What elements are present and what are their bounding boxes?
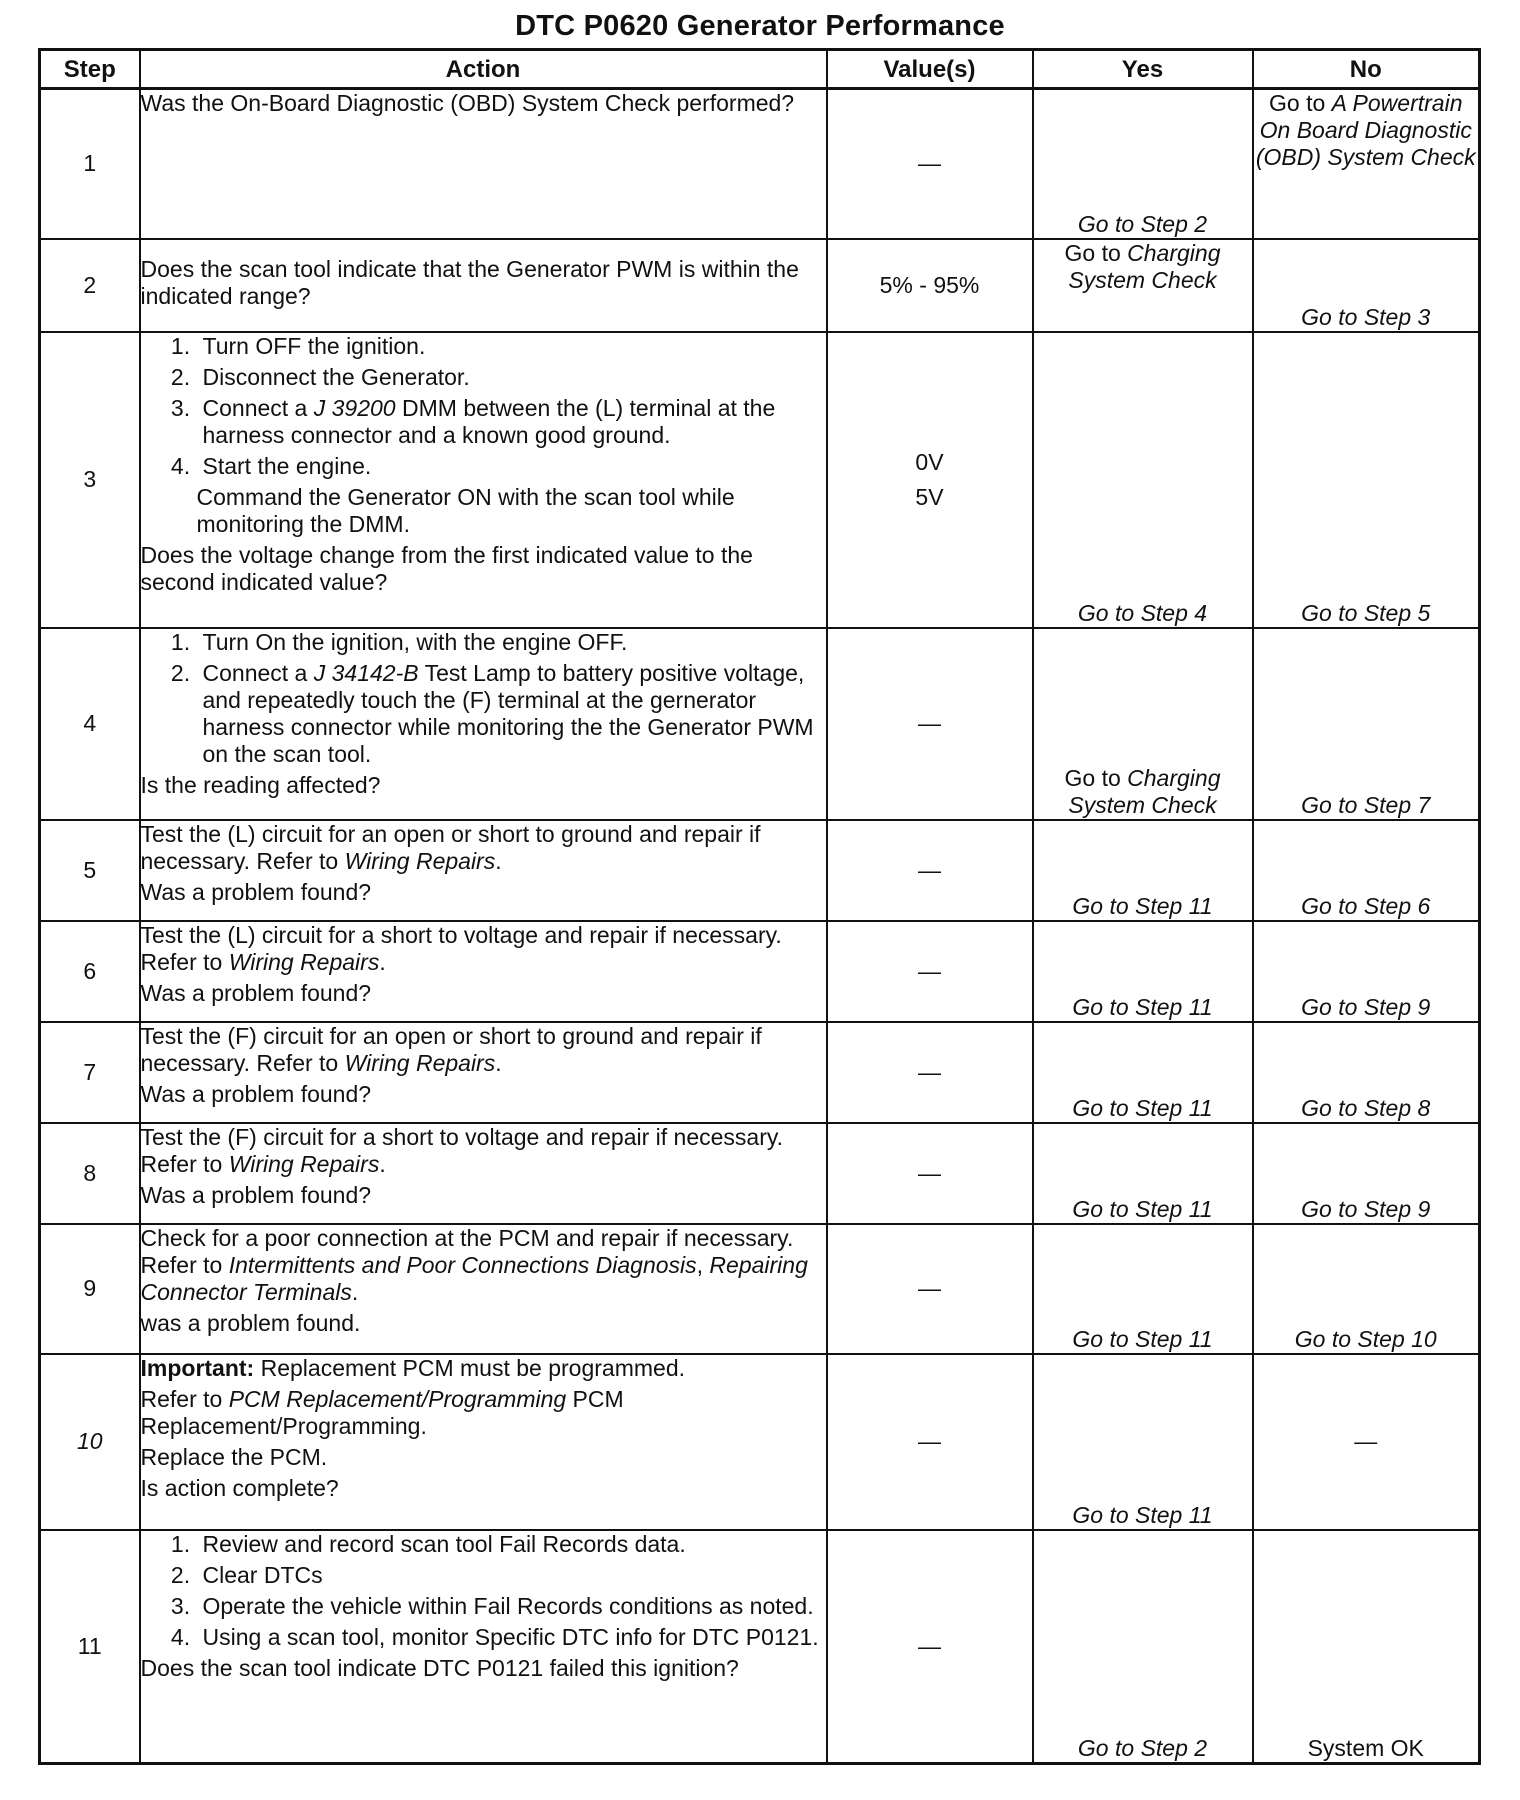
yes-cell[interactable] (1033, 1530, 1253, 1764)
value-cell: — (827, 1123, 1033, 1224)
yes-cell[interactable] (1033, 239, 1253, 332)
action-question: Is action complete? (140, 1474, 339, 1501)
step-number: 5 (40, 820, 140, 921)
reference-link[interactable]: Wiring Repairs (344, 847, 496, 874)
step-number: 9 (40, 1224, 140, 1354)
value-cell: — (827, 1354, 1033, 1530)
goto-link[interactable]: Go to Step 2 (1077, 210, 1208, 237)
action-cell (140, 1022, 827, 1123)
no-cell[interactable] (1253, 1022, 1480, 1123)
no-cell[interactable] (1253, 239, 1480, 332)
item-text: Connect a (202, 659, 314, 686)
header-yes: Yes (1033, 50, 1253, 89)
table-row (40, 1224, 1480, 1354)
header-action: Action (140, 50, 827, 89)
goto-prefix: Go to (1269, 90, 1332, 116)
list-item: 1. Turn OFF the ignition. (197, 333, 826, 360)
action-text-part: Test the (L) circuit for an open or short to ground and repair if necessary. Refer to (140, 820, 761, 874)
action-text (141, 1386, 826, 1440)
action-text-part: . (351, 1278, 359, 1305)
goto-link[interactable]: Charging System Check (1068, 239, 1221, 293)
reference-link[interactable]: PCM Replacement/Programming (228, 1385, 567, 1412)
action-cell (140, 1530, 827, 1764)
action-text (141, 1225, 826, 1306)
goto-link[interactable]: Go to Step 11 (1072, 1501, 1213, 1528)
action-text (141, 922, 826, 976)
goto-link[interactable]: Charging System Check (1068, 764, 1221, 818)
header-no: No (1253, 50, 1480, 89)
action-text-part: Test the (F) circuit for a short to voltage and repair if necessary. Refer to (140, 1123, 784, 1177)
no-cell[interactable] (1253, 1123, 1480, 1224)
action-text-part: . (495, 1049, 502, 1076)
goto-link[interactable]: A Powertrain On Board Diagnostic (OBD) System Check (1255, 90, 1476, 170)
yes-cell[interactable] (1033, 628, 1253, 820)
value-cell: — (827, 628, 1033, 820)
important-note (141, 1355, 826, 1382)
step-number: 3 (40, 332, 140, 628)
list-item (197, 395, 826, 449)
action-cell (140, 820, 827, 921)
list-item: 1. Turn On the ignition, with the engine OFF. (197, 629, 826, 656)
value-cell: 5% - 95% (827, 239, 1033, 332)
goto-link[interactable]: Go to Step 3 (1301, 303, 1431, 330)
goto-link[interactable]: Go to Step 5 (1301, 599, 1431, 626)
value-cell: — (827, 1022, 1033, 1123)
goto-link[interactable]: Go to Step 4 (1077, 599, 1208, 626)
action-cell (140, 921, 827, 1022)
reference-link[interactable]: Wiring Repairs (228, 1150, 380, 1177)
action-cell (140, 628, 827, 820)
tool-name: J 39200 (313, 394, 396, 421)
action-text-part: Refer to (140, 1385, 229, 1412)
goto-link[interactable]: Go to Step 11 (1072, 892, 1213, 919)
action-text-part: , (696, 1251, 710, 1278)
diagnostic-table (38, 48, 1481, 1765)
yes-cell[interactable] (1033, 921, 1253, 1022)
header-step: Step (40, 50, 140, 89)
reference-link[interactable]: Wiring Repairs (344, 1049, 496, 1076)
action-question: Was a problem found? (140, 878, 372, 905)
step-number: 4 (40, 628, 140, 820)
table-row (40, 820, 1480, 921)
goto-link[interactable]: Go to Step 6 (1301, 892, 1431, 919)
important-text: Replacement PCM must be programmed. (254, 1354, 685, 1381)
action-text (141, 1124, 826, 1178)
reference-link[interactable]: Wiring Repairs (228, 948, 380, 975)
item-text: Connect a (202, 394, 314, 421)
table-row (40, 1022, 1480, 1123)
goto-link[interactable]: Go to Step 9 (1301, 1195, 1431, 1222)
value-cell (827, 332, 1033, 628)
action-question: Was a problem found? (140, 1080, 372, 1107)
yes-cell[interactable] (1033, 1224, 1253, 1354)
table-row (40, 239, 1480, 332)
action-text-part: . (495, 847, 502, 874)
value-cell: — (827, 820, 1033, 921)
action-question: was a problem found. (140, 1309, 361, 1336)
table-row (40, 1123, 1480, 1224)
action-cell (140, 1224, 827, 1354)
list-item: 1. Review and record scan tool Fail Records data. (197, 1531, 826, 1558)
step-number: 7 (40, 1022, 140, 1123)
item-text: DMM between the (L) terminal at the harness connector and a known good ground. (202, 394, 776, 448)
goto-link[interactable]: Go to Step 11 (1072, 1195, 1213, 1222)
yes-cell[interactable] (1033, 1354, 1253, 1530)
step-number: 1 (40, 89, 140, 239)
table-header-row (40, 50, 1480, 89)
action-cell (140, 1354, 827, 1530)
procedure-list (141, 629, 826, 768)
action-text: Does the scan tool indicate that the Generator PWM is within the indicated range? (140, 256, 799, 309)
action-text-part: PCM Replacement/Programming. (140, 1385, 624, 1439)
page-title: DTC P0620 Generator Performance (515, 10, 1005, 42)
procedure-list (141, 1531, 826, 1651)
value-cell: — (827, 89, 1033, 239)
goto-link[interactable]: Go to Step 9 (1301, 993, 1431, 1020)
step-number: 6 (40, 921, 140, 1022)
list-item: 4. Using a scan tool, monitor Specific DTC info for DTC P0121. (197, 1624, 826, 1651)
action-text-part: . (379, 1150, 386, 1177)
tool-name: J 34142-B (313, 659, 419, 686)
goto-link[interactable]: Go to Step 7 (1301, 791, 1431, 818)
step-number: 2 (40, 239, 140, 332)
list-item: 2. Clear DTCs (197, 1562, 826, 1589)
action-cell (140, 332, 827, 628)
action-text: Replace the PCM. (140, 1443, 328, 1470)
action-text (141, 821, 826, 875)
no-cell[interactable] (1253, 921, 1480, 1022)
goto-link[interactable]: Go to Step 11 (1072, 993, 1213, 1020)
table-row (40, 628, 1480, 820)
action-question: Does the voltage change from the first indicated value to the second indicated value? (140, 541, 753, 595)
yes-cell[interactable] (1033, 1022, 1253, 1123)
no-cell[interactable] (1253, 332, 1480, 628)
table-row (40, 1354, 1480, 1530)
header-values: Value(s) (827, 50, 1033, 89)
value-first: 0V (915, 448, 944, 475)
action-cell (140, 239, 827, 332)
action-text: Was the On-Board Diagnostic (OBD) System Check performed? (140, 90, 795, 116)
value-cell: — (827, 1530, 1033, 1764)
no-cell[interactable] (1253, 89, 1480, 239)
goto-prefix: Go to (1064, 764, 1128, 791)
yes-cell[interactable] (1033, 89, 1253, 239)
table-row (40, 921, 1480, 1022)
important-label: Important: (140, 1354, 255, 1381)
action-text-part: Check for a poor connection at the PCM and repair if necessary. Refer to (140, 1224, 794, 1278)
action-text-part: Test the (L) circuit for a short to voltage and repair if necessary. Refer to (140, 921, 782, 975)
step-number: 11 (40, 1530, 140, 1764)
yes-cell[interactable] (1033, 332, 1253, 628)
goto-link[interactable]: Go to Step 2 (1077, 1735, 1208, 1761)
list-item (197, 660, 826, 768)
no-cell[interactable] (1253, 628, 1480, 820)
step-number: 10 (40, 1354, 140, 1530)
yes-cell[interactable] (1033, 820, 1253, 921)
action-cell (140, 89, 827, 239)
item-text: Test Lamp to battery positive voltage, and repeatedly touch the (F) terminal at the gernerator harness connector while monitoring the the Generator PWM on the scan tool. (202, 659, 814, 767)
no-cell[interactable] (1253, 820, 1480, 921)
action-question: Was a problem found? (140, 979, 372, 1006)
table-row (40, 1530, 1480, 1764)
value-cell: — (827, 1224, 1033, 1354)
step-number: 8 (40, 1123, 140, 1224)
procedure-list (141, 333, 826, 480)
reference-link[interactable]: Intermittents and Poor Connections Diagnosis (228, 1251, 697, 1278)
list-item: 3. Operate the vehicle within Fail Records conditions as noted. (197, 1593, 826, 1620)
goto-link[interactable]: Go to Step 11 (1072, 1094, 1213, 1121)
action-text (141, 1023, 826, 1077)
goto-link[interactable]: Go to Step 10 (1294, 1325, 1437, 1352)
action-text-part: . (379, 948, 386, 975)
no-cell: System OK (1253, 1530, 1480, 1764)
no-cell[interactable] (1253, 1224, 1480, 1354)
action-cell (140, 1123, 827, 1224)
value-cell: — (827, 921, 1033, 1022)
table-row (40, 332, 1480, 628)
goto-prefix: Go to (1064, 239, 1128, 266)
yes-cell[interactable] (1033, 1123, 1253, 1224)
action-question: Is the reading affected? (140, 771, 381, 798)
action-note: Command the Generator ON with the scan tool while monitoring the DMM. (196, 483, 735, 537)
action-question: Does the scan tool indicate DTC P0121 failed this ignition? (140, 1654, 739, 1681)
reference-link[interactable]: Repairing Connector Terminals (140, 1251, 808, 1305)
list-item: 2. Disconnect the Generator. (197, 364, 826, 391)
action-question: Was a problem found? (140, 1181, 372, 1208)
value-second: 5V (915, 483, 944, 510)
table-row (40, 89, 1480, 239)
goto-link[interactable]: Go to Step 8 (1301, 1094, 1431, 1121)
no-cell: — (1253, 1354, 1480, 1530)
goto-link[interactable]: Go to Step 11 (1072, 1325, 1213, 1352)
action-text-part: Test the (F) circuit for an open or short to ground and repair if necessary. Refer to (140, 1022, 762, 1076)
list-item: 4. Start the engine. (197, 453, 826, 480)
